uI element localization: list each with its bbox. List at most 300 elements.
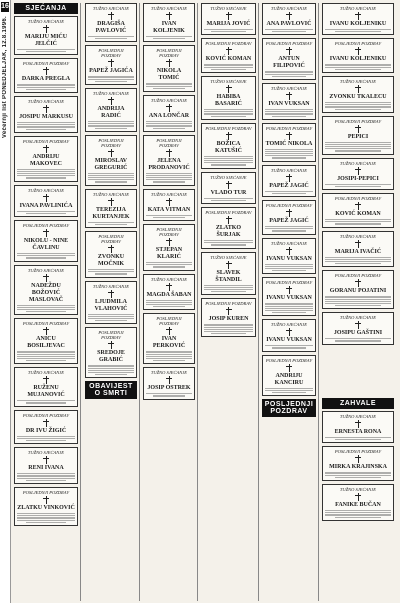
text-line <box>325 102 391 103</box>
section-zahvale: ZAHVALE <box>322 398 394 409</box>
notice-kicker: POSLJEDNJI POZDRAV <box>156 316 182 327</box>
cross-icon <box>355 167 361 175</box>
obituary-notice <box>262 200 316 235</box>
text-line <box>146 177 192 178</box>
text-line <box>204 29 253 30</box>
deceased-name: MIROSLAV GREGURIĆ <box>94 157 128 171</box>
notice-kicker: POSLJEDNJI POZDRAV <box>334 41 382 47</box>
obituary-notice <box>322 270 394 309</box>
cross-icon <box>286 286 292 294</box>
text-line <box>265 388 313 389</box>
cross-icon <box>108 245 114 253</box>
notice-kicker: POSLJEDNJI POZDRAV <box>334 196 382 201</box>
notice-kicker: TUŽNO SJEĆANJE <box>27 267 65 273</box>
cross-icon <box>43 145 49 153</box>
notice-kicker: POSLJEDNJI POZDRAV <box>205 125 252 131</box>
obituary-notice <box>14 136 78 182</box>
text-line <box>265 153 313 154</box>
obituary-notice <box>322 446 394 481</box>
text-line <box>146 393 192 394</box>
deceased-name: ANA LONČAR <box>148 112 190 119</box>
text-line <box>272 76 306 77</box>
obituary-notice <box>85 189 137 228</box>
notice-kicker: TUŽNO SJEĆANJE <box>339 233 377 239</box>
text-line <box>88 365 134 366</box>
text-line <box>335 150 381 151</box>
text-line <box>17 520 75 521</box>
obituary-notice <box>322 411 394 443</box>
notice-kicker: TUŽNO SJEĆANJE <box>210 6 247 11</box>
text-line <box>146 262 192 263</box>
notice-kicker: POSLJEDNJI POZDRAV <box>22 321 70 327</box>
notice-kicker: TUŽNO SJEĆANJE <box>339 486 377 492</box>
text-line <box>17 400 75 401</box>
text-line <box>88 368 134 369</box>
text-line <box>272 270 306 271</box>
text-line <box>88 372 134 373</box>
obituary-notice <box>322 158 394 190</box>
text-line <box>17 351 75 352</box>
text-line <box>325 146 391 147</box>
obituary-notice <box>262 355 316 397</box>
deceased-name: KOVIĆ KOMAN <box>335 211 381 217</box>
text-line <box>325 338 391 339</box>
deceased-name: DARKA PREGLA <box>21 76 71 83</box>
deceased-name: MARIJA JOVIĆ <box>206 21 251 27</box>
text-line <box>265 308 313 309</box>
text-line <box>265 268 313 269</box>
notice-kicker: TUŽNO SJEĆANJE <box>339 6 377 11</box>
text-line <box>325 219 391 220</box>
text-line <box>26 177 67 178</box>
text-line <box>325 510 391 511</box>
cross-icon <box>355 47 361 55</box>
obituary-notice <box>143 189 195 221</box>
text-line <box>325 184 391 185</box>
text-line <box>204 198 253 199</box>
section-posljednji: POSLJEDNJI POZDRAV <box>262 399 316 417</box>
notice-kicker: TUŽNO SJEĆANJE <box>150 191 188 197</box>
obituary-notice <box>322 484 394 521</box>
text-line <box>146 125 192 126</box>
text-line <box>211 200 245 201</box>
cross-icon <box>286 12 292 20</box>
text-line <box>17 356 75 357</box>
text-line <box>153 217 185 218</box>
obituary-notice <box>262 83 316 120</box>
cross-icon <box>355 279 361 287</box>
notice-kicker: TUŽNO SJEĆANJE <box>150 276 188 282</box>
obituary-notice <box>14 410 78 445</box>
text-line <box>204 287 253 288</box>
text-line <box>17 122 75 123</box>
text-line <box>88 121 134 122</box>
text-line <box>272 116 306 117</box>
text-line <box>17 438 75 439</box>
deceased-name: JOSIP KUREN <box>208 316 249 323</box>
text-line <box>265 228 313 229</box>
text-line <box>325 64 391 65</box>
cross-icon <box>108 97 114 105</box>
cross-icon <box>43 327 49 335</box>
cross-icon <box>166 327 172 335</box>
notice-kicker: POSLJEDNJI POZDRAV <box>265 357 313 363</box>
obituary-notice <box>14 447 78 484</box>
text-line <box>325 221 391 222</box>
text-line <box>325 261 391 262</box>
obituary-notice <box>201 207 256 249</box>
text-line <box>211 69 245 70</box>
deceased-name: IVANA PAVLINIĆA <box>19 202 73 209</box>
text-line <box>335 223 381 224</box>
text-line <box>17 513 75 514</box>
text-line <box>146 300 192 301</box>
text-line <box>95 273 127 274</box>
deceased-name: PAPEŽ JAGIĆA <box>89 68 133 75</box>
text-line <box>146 356 192 357</box>
text-line <box>335 477 381 478</box>
text-line <box>17 309 75 310</box>
obituary-notice <box>322 76 394 113</box>
text-line <box>272 347 306 348</box>
text-line <box>146 354 192 355</box>
cross-icon <box>286 47 292 55</box>
text-line <box>272 157 306 158</box>
text-line <box>265 29 313 30</box>
text-line <box>17 211 75 212</box>
cross-icon <box>43 274 49 282</box>
text-line <box>17 253 75 254</box>
text-line <box>265 74 313 75</box>
text-line <box>325 514 391 515</box>
text-line <box>88 370 134 371</box>
obituary-notice <box>262 319 316 351</box>
deceased-name: ANDRIJA RADIĆ <box>97 105 125 119</box>
section-obavijest: OBAVIJEST O SMRTI <box>85 381 137 399</box>
notice-kicker: TUŽNO SJEĆANJE <box>339 414 377 419</box>
notice-kicker: TUŽNO SJEĆANJE <box>27 370 65 376</box>
deceased-name: ZVONKU MOČNIK <box>97 254 125 267</box>
obituary-notice <box>14 16 78 55</box>
text-line <box>211 244 245 245</box>
cross-icon <box>108 341 114 349</box>
deceased-name: ZLATKU VINKOVIĆ <box>17 504 75 511</box>
obituary-notice <box>14 185 78 217</box>
obituary-notice <box>85 135 137 186</box>
text-line <box>211 291 245 292</box>
notice-kicker: TUŽNO SJEĆANJE <box>27 187 65 193</box>
page-side-strip <box>0 0 11 603</box>
obituary-notice <box>85 3 137 42</box>
text-line <box>146 36 192 37</box>
column-5 <box>260 3 319 601</box>
deceased-name: STJEPAN KLARIĆ <box>155 247 183 260</box>
text-line <box>153 88 185 89</box>
cross-icon <box>43 496 49 504</box>
text-line <box>211 333 245 334</box>
deceased-name: MARIJU MIĆU JELČIĆ <box>24 34 68 47</box>
column-2 <box>83 3 140 601</box>
cross-icon <box>226 181 232 189</box>
notice-kicker: TUŽNO SJEĆANJE <box>270 322 308 328</box>
text-line <box>146 121 192 122</box>
text-line <box>265 226 313 227</box>
obituary-notice <box>262 123 316 162</box>
text-line <box>325 106 391 107</box>
text-line <box>95 81 127 82</box>
deceased-name: MIRKA KRAJINSKA <box>329 464 387 471</box>
text-line <box>204 160 253 161</box>
date-strip: Večernji list PONEDJELJAK, 12.8.1996. <box>2 16 8 139</box>
text-line <box>95 38 127 39</box>
text-line <box>265 155 313 156</box>
notice-kicker: TUŽNO SJEĆANJE <box>27 19 65 24</box>
cross-icon <box>43 456 49 464</box>
text-line <box>95 374 127 375</box>
notice-kicker: TUŽNO SJEĆANJE <box>92 90 130 96</box>
text-line <box>325 257 391 258</box>
text-line <box>146 123 192 124</box>
notice-kicker: POSLJEDNJI POZDRAV <box>22 223 70 228</box>
notice-kicker: POSLJEDNJI POZDRAV <box>265 125 313 131</box>
notice-kicker: TUŽNO SJEĆANJE <box>92 6 130 11</box>
deceased-name: JOSIP OSTREK <box>147 385 191 392</box>
text-line <box>265 149 313 150</box>
obituary-notice <box>14 265 78 316</box>
cross-icon <box>355 125 361 133</box>
notice-kicker: POSLJEDNJI POZDRAV <box>22 61 70 67</box>
text-line <box>17 307 75 308</box>
notice-kicker: POSLJEDNJI POZDRAV <box>22 412 70 418</box>
notice-kicker: POSLJEDNJI POZDRAV <box>334 449 382 455</box>
deceased-name: DRAGIŠA PAVLOVIĆ <box>95 21 127 34</box>
text-line <box>265 345 313 346</box>
text-line <box>88 222 134 223</box>
obituary-notice <box>14 487 78 526</box>
notice-kicker: TUŽNO SJEĆANJE <box>339 160 377 166</box>
obituary-notice <box>85 231 137 278</box>
text-line <box>95 320 127 321</box>
deceased-name: HABIBA BASARIĆ <box>214 93 242 107</box>
text-line <box>26 360 67 361</box>
notice-kicker: POSLJEDNJI POZDRAV <box>22 138 70 144</box>
cross-icon <box>43 105 49 113</box>
notice-kicker: POSLJEDNJI POZDRAV <box>22 489 70 495</box>
text-line <box>325 303 391 304</box>
text-line <box>26 129 67 130</box>
cross-icon <box>355 420 361 428</box>
text-line <box>88 271 134 272</box>
notice-kicker: TUŽNO SJEĆANJE <box>92 283 130 289</box>
notice-kicker: TUŽNO SJEĆANJE <box>210 174 247 180</box>
notice-kicker: POSLJEDNJI POZDRAV <box>98 137 124 148</box>
text-line <box>265 266 313 267</box>
text-line <box>272 230 306 231</box>
text-line <box>17 171 75 172</box>
text-line <box>325 104 391 105</box>
text-line <box>95 128 127 129</box>
obituary-notice <box>143 95 195 132</box>
text-line <box>95 224 127 225</box>
text-line <box>17 169 75 170</box>
text-line <box>17 126 75 127</box>
cross-icon <box>355 202 361 210</box>
obituary-notice <box>201 38 256 73</box>
deceased-name: JOSIPU GAŠTINI <box>333 330 383 337</box>
deceased-name: KOVIĆ KOMAN <box>205 56 252 63</box>
cross-icon <box>166 59 172 67</box>
text-line <box>265 264 313 265</box>
cross-icon <box>355 455 361 463</box>
deceased-name: IVANU VUKSAN <box>266 337 312 344</box>
cross-icon <box>43 376 49 384</box>
obituary-notice <box>85 45 137 85</box>
text-line <box>204 111 253 112</box>
cross-icon <box>43 419 49 427</box>
text-line <box>146 302 192 303</box>
cross-icon <box>166 238 172 246</box>
text-line <box>272 193 306 194</box>
deceased-name: SLAVEK ŠTANDIL <box>215 269 242 283</box>
text-line <box>88 76 134 77</box>
obituary-notice <box>322 231 394 268</box>
text-line <box>88 175 134 176</box>
obituary-notice <box>262 277 316 316</box>
notice-kicker: POSLJEDNJI POZDRAV <box>98 330 124 341</box>
text-line <box>265 71 313 72</box>
deceased-name: RUŽENU MUJANOVIĆ <box>27 385 65 399</box>
deceased-name: GORANU POJATINI <box>329 288 387 295</box>
text-line <box>204 289 253 290</box>
deceased-name: KATA VITMAN <box>147 206 191 213</box>
text-line <box>325 472 391 473</box>
deceased-name: ZVONKU TKALECU <box>329 93 387 100</box>
text-line <box>335 69 381 70</box>
text-line <box>211 31 245 32</box>
obituary-notice <box>85 327 137 378</box>
text-line <box>265 390 313 391</box>
text-line <box>335 305 381 306</box>
deceased-name: ANICU BOSILJEVAC <box>27 336 65 350</box>
notice-kicker: TUŽNO SJEĆANJE <box>270 6 308 11</box>
obituary-notice <box>201 172 256 204</box>
text-line <box>26 522 67 523</box>
deceased-name: TOMIĆ NIKOLA <box>265 140 313 147</box>
text-line <box>325 437 391 438</box>
text-line <box>17 124 75 125</box>
text-line <box>204 109 253 110</box>
cross-icon <box>226 307 232 315</box>
cross-icon <box>286 132 292 140</box>
text-line <box>272 31 306 32</box>
notice-kicker: TUŽNO SJEĆANJE <box>270 85 308 91</box>
text-line <box>265 310 313 311</box>
text-line <box>26 89 67 90</box>
text-line <box>204 113 253 114</box>
zahvale-block <box>320 398 396 600</box>
text-line <box>146 179 192 180</box>
cross-icon <box>108 59 114 67</box>
text-line <box>204 67 253 68</box>
text-line <box>146 358 192 359</box>
notice-kicker: TUŽNO SJEĆANJE <box>339 315 377 321</box>
obituary-notice <box>262 165 316 197</box>
notice-kicker: TUŽNO SJEĆANJE <box>210 78 247 84</box>
column-3 <box>141 3 198 601</box>
obituary-notice <box>201 298 256 337</box>
text-line <box>17 473 75 474</box>
text-line <box>153 360 185 361</box>
text-line <box>325 475 391 476</box>
notice-kicker: POSLJEDNJI POZDRAV <box>98 234 124 244</box>
deceased-name: IVAN KOLJENIK <box>153 21 185 34</box>
notice-kicker: POSLJEDNJI POZDRAV <box>334 118 382 124</box>
cross-icon <box>286 247 292 255</box>
notice-kicker: TUŽNO SJEĆANJE <box>150 97 188 103</box>
deceased-name: MAGDA ŠABAN <box>146 291 192 298</box>
cross-icon <box>166 198 172 206</box>
text-line <box>335 263 381 264</box>
text-line <box>26 440 67 441</box>
notice-kicker: POSLJEDNJI POZDRAV <box>205 301 252 307</box>
text-line <box>17 358 75 359</box>
deceased-name: BOŽICA KATUŠIĆ <box>215 140 242 154</box>
notice-kicker: TUŽNO SJEĆANJE <box>270 167 308 173</box>
text-line <box>265 191 313 192</box>
deceased-name: ANDRIJU MAKOVEC <box>30 153 62 167</box>
notice-kicker: POSLJEDNJI POZDRAV <box>334 273 382 279</box>
text-line <box>335 109 381 110</box>
cross-icon <box>355 493 361 501</box>
page-number: 16 <box>1 3 9 10</box>
text-line <box>146 86 192 87</box>
text-line <box>26 311 67 312</box>
notice-kicker: TUŽNO SJEĆANJE <box>27 98 65 104</box>
cross-icon <box>226 85 232 93</box>
cross-icon <box>355 321 361 329</box>
deceased-name: PEPICI <box>347 133 369 140</box>
text-line <box>88 173 134 174</box>
obituary-notice <box>262 238 316 275</box>
text-line <box>146 83 192 84</box>
text-line <box>204 64 253 65</box>
text-line <box>153 306 185 307</box>
notice-kicker: POSLJEDNJI POZDRAV <box>265 41 313 47</box>
notice-kicker: POSLJEDNJI POZDRAV <box>265 203 313 208</box>
text-line <box>88 79 134 80</box>
cross-icon <box>226 216 232 224</box>
text-line <box>335 439 381 440</box>
text-line <box>265 303 313 304</box>
cross-icon <box>286 209 292 217</box>
text-line <box>95 181 127 182</box>
notice-kicker: POSLJEDNJI POZDRAV <box>156 137 182 148</box>
text-line <box>153 266 185 267</box>
text-line <box>335 340 381 341</box>
text-line <box>153 181 185 182</box>
text-line <box>17 305 75 306</box>
obituary-notice <box>322 3 394 35</box>
text-line <box>17 475 75 476</box>
text-line <box>265 111 313 112</box>
text-line <box>204 162 253 163</box>
masthead-strip <box>0 0 10 150</box>
cross-icon <box>226 132 232 140</box>
obituary-notice <box>143 3 195 42</box>
text-line <box>146 304 192 305</box>
cross-icon <box>286 328 292 336</box>
text-line <box>211 116 245 117</box>
